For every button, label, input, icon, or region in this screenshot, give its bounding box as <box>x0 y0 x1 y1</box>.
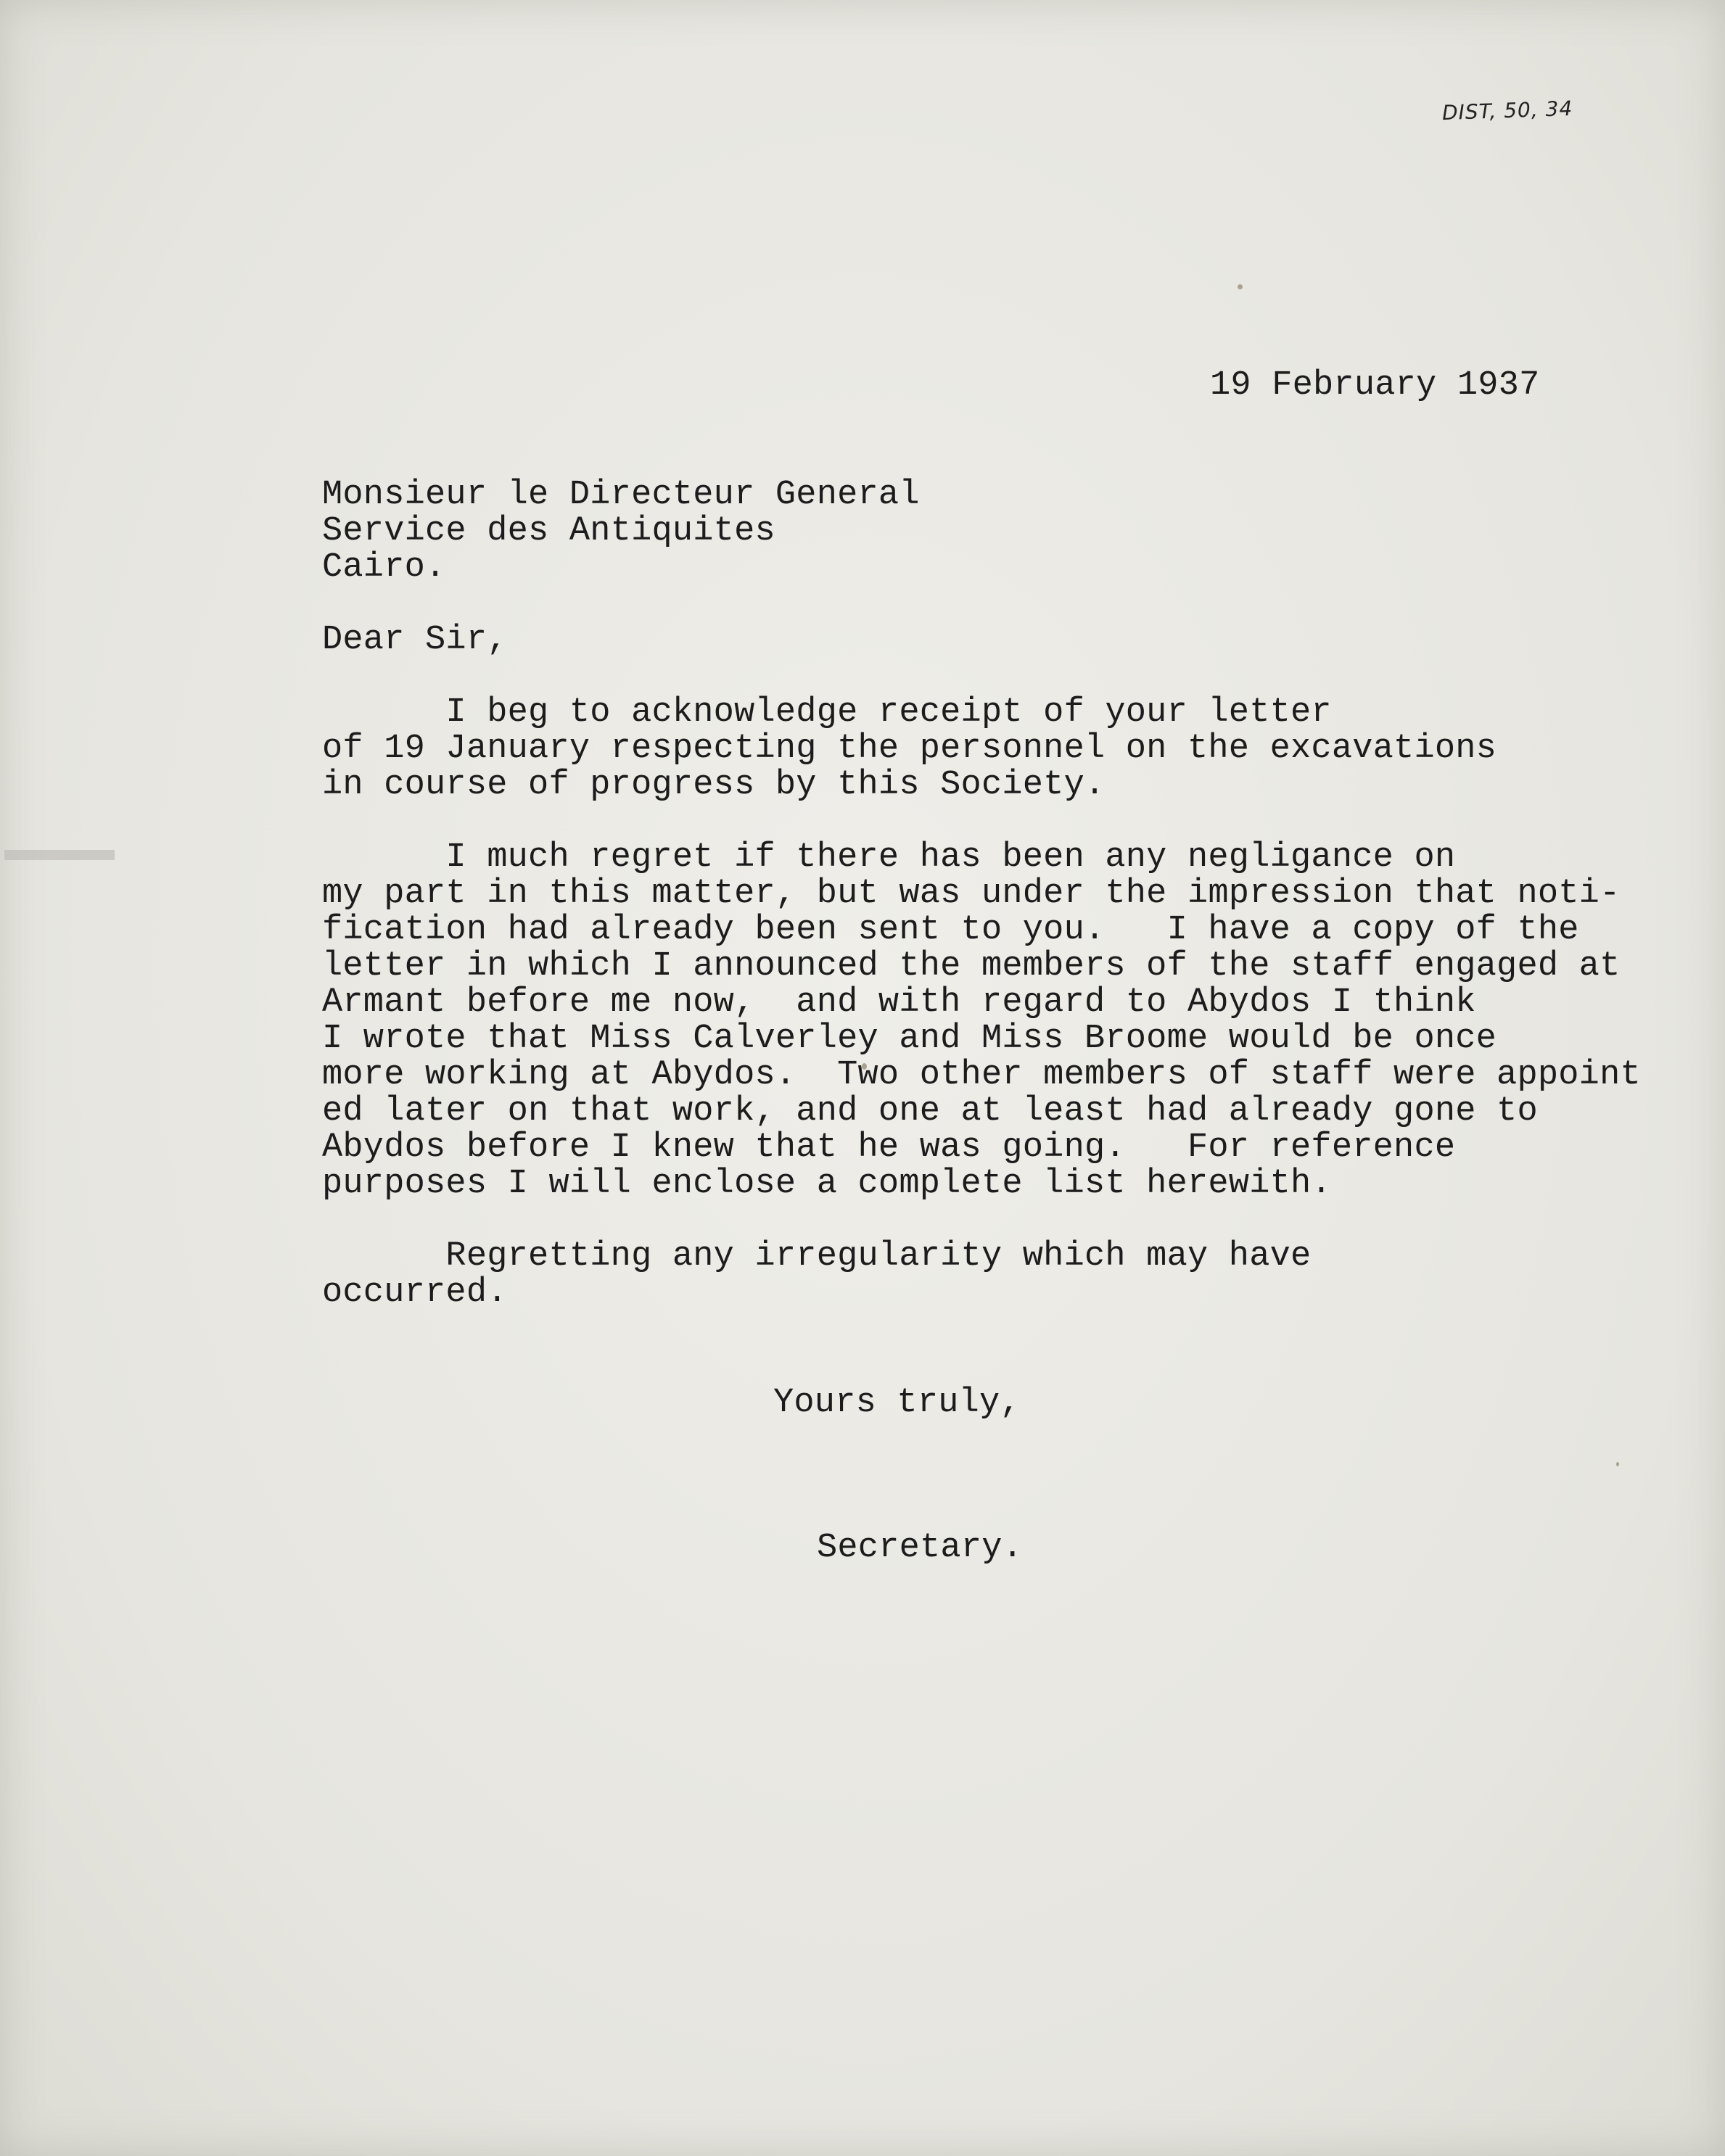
signature-title: Secretary. <box>817 1529 1024 1567</box>
body-line: more working at Abydos. Two other members of staff were appoint <box>322 1056 1641 1094</box>
body-line: fication had already been sent to you. I have a copy of the <box>322 911 1579 949</box>
body-line: in course of progress by this Society. <box>322 766 1106 804</box>
body-line: my part in this matter, but was under the impression that noti- <box>322 875 1621 913</box>
body-line: ed later on that work, and one at least had already gone to <box>322 1092 1538 1131</box>
reference-note: DIST, 50, 34 <box>1441 96 1573 125</box>
body-line: of 19 January respecting the personnel on the excavations <box>322 730 1497 768</box>
body-line: Regretting any irregularity which may have <box>322 1237 1312 1276</box>
body-line: purposes I will enclose a complete list herewith. <box>322 1165 1332 1203</box>
closing: Yours truly, <box>773 1384 1021 1422</box>
body-line: Armant before me now, and with regard to Abydos I think <box>322 983 1476 1022</box>
recipient-line: Cairo. <box>322 548 446 587</box>
recipient-line: Monsieur le Directeur General <box>322 476 920 514</box>
body-line: occurred. <box>322 1273 508 1312</box>
salutation: Dear Sir, <box>322 621 508 659</box>
paper-speck <box>1238 284 1243 289</box>
paper-speck <box>1616 1462 1619 1466</box>
letter-date: 19 February 1937 <box>1210 366 1540 405</box>
body-line: I much regret if there has been any negligance on <box>322 838 1456 877</box>
body-line: letter in which I announced the members of the staff engaged at <box>322 947 1621 986</box>
recipient-line: Service des Antiquites <box>322 512 775 550</box>
body-line: I wrote that Miss Calverley and Miss Broome would be once <box>322 1020 1497 1058</box>
body-line: I beg to acknowledge receipt of your letter <box>322 693 1332 732</box>
scan-edge-mark <box>4 850 115 860</box>
body-line: Abydos before I knew that he was going. For reference <box>322 1128 1456 1167</box>
